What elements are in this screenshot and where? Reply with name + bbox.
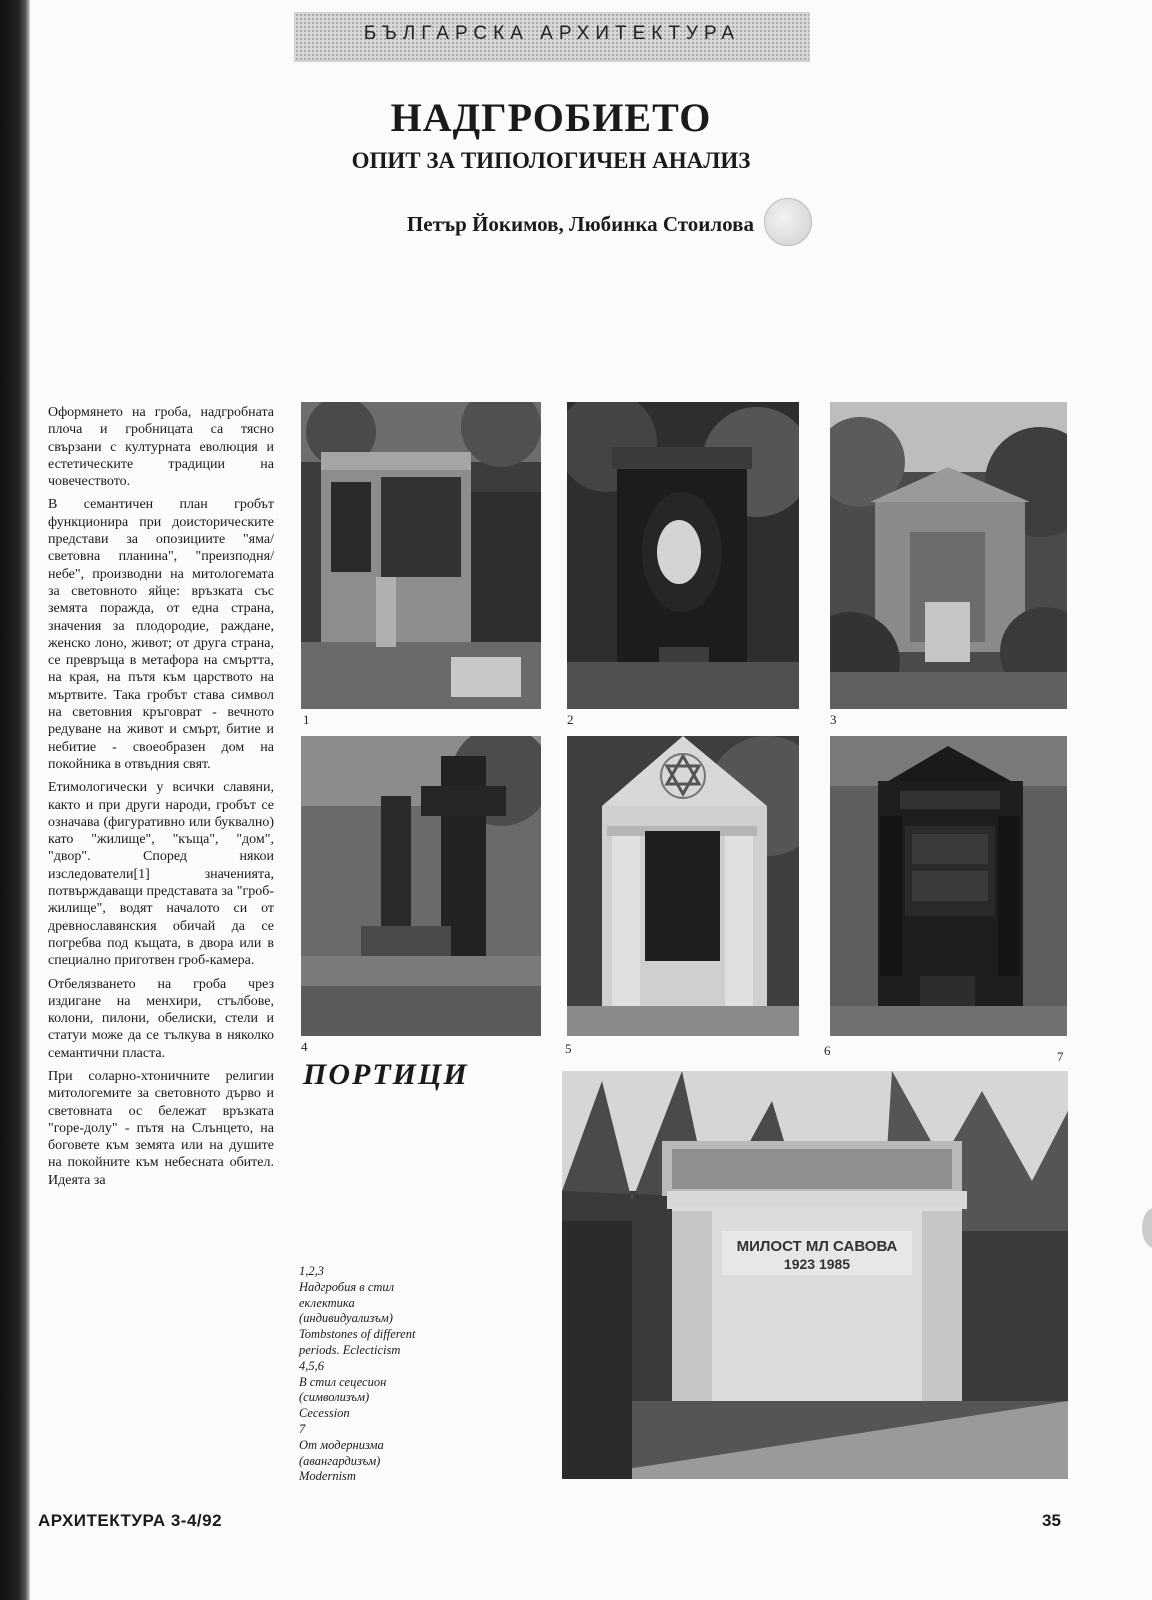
scan-stamp-mark: [764, 198, 812, 246]
caption-line: (авангардизъм): [299, 1453, 381, 1468]
photo-4-tombstone: [301, 736, 541, 1036]
caption-line: 4,5,6: [299, 1358, 324, 1373]
caption-line: Tombstones of different: [299, 1327, 416, 1342]
photo-3-tombstone: [830, 402, 1067, 709]
body-text-column: [48, 404, 274, 1195]
section-title: БЪЛГАРСКА АРХИТЕКТУРА: [363, 23, 741, 44]
scan-edge-mark: [1142, 1208, 1152, 1248]
binding-spine: [0, 0, 30, 1600]
caption-line: periods. Eclecticism: [299, 1342, 401, 1357]
caption-line: (символизъм): [299, 1390, 370, 1405]
plaque-years: 1923 1985: [783, 1256, 851, 1272]
body-paragraph: При соларно-хтоничните религии митологемите за световното дърво и световната ос бележат връзката "горе-долу" - пътя на Слънцето, на боговете към земята или на душите на покойните към небесната обител. Идеята за: [48, 1068, 274, 1188]
photo-2-tombstone: [567, 402, 799, 709]
section-heading: ПОРТИЦИ: [303, 1058, 469, 1091]
plaque-name: МИЛОСТ МЛ САВОВА: [736, 1238, 898, 1255]
figure-number: 1: [303, 712, 310, 727]
body-paragraph: В семантичен план гробът функционира при доисторическите представи за опозициите "яма/световна планина", "преизподня/небе", производни на митологемата за световното яйце: връзката със земята поражда, от една страна, значения за плодородие, раждане, женско лоно, живот; от друга страна, се превръща в метафора на смъртта, на края, на пътя към царството на мъртвите. Така гробът става символ на световния кръговрат - вечното редуване на живот и смърт, битие и небитие - своеобразен дом на покойника в отвъдния свят.: [48, 497, 274, 772]
caption-line: еклектика: [299, 1295, 355, 1310]
figure-number: 7: [1057, 1049, 1064, 1064]
section-banner: [294, 12, 810, 62]
page-number: 35: [1042, 1511, 1061, 1530]
figure-number: 4: [301, 1039, 308, 1054]
figure-number: 5: [565, 1041, 572, 1056]
figure-caption: [299, 1264, 469, 1485]
photo-7-tombstone: [562, 1071, 1068, 1479]
photo-1-tombstone: [301, 402, 541, 709]
body-paragraph: Отбелязването на гроба чрез издигане на менхири, стълбове, колони, пилони, обелиски, стели и статуи може да се тълкува в няколко семантични пласта.: [48, 976, 274, 1061]
photo-6-tombstone: [830, 736, 1067, 1036]
caption-line: Cecession: [299, 1406, 350, 1421]
figure-number: 2: [567, 712, 574, 727]
caption-line: Modernism: [299, 1469, 356, 1484]
caption-line: (индивидуализъм): [299, 1311, 393, 1326]
article-authors: Петър Йокимов, Любинка Стоилова: [406, 212, 754, 236]
journal-footer: АРХИТЕКТУРА 3-4/92: [38, 1511, 223, 1530]
body-paragraph: Етимологически у всички славяни, както и при други народи, гробът се означава (фигуративно или буквално) като "жилище", "къща", "дом", "двор". Според някои изследователи[1] значенията, потвърждаващи представата за "гроб-жилище", водят началото си от древнославянския обичай да се погребва под къщата, в двора или в специално приготвен гроб-камера.: [48, 780, 274, 969]
caption-line: 7: [299, 1421, 306, 1436]
figure-number: 6: [824, 1043, 831, 1058]
caption-line: От модернизма: [299, 1437, 384, 1452]
article-title: НАДГРОБИЕТО: [390, 95, 712, 140]
caption-line: 1,2,3: [299, 1264, 324, 1278]
caption-line: В стил сецесион: [299, 1374, 387, 1389]
body-paragraph: Оформянето на гроба, надгробната плоча и гробницата са тясно свързани с културната еволюция и естетическите традиции на човечеството.: [48, 405, 274, 490]
caption-line: Надгробия в стил: [299, 1279, 395, 1294]
figure-number: 3: [830, 712, 837, 727]
photo-5-tombstone: [567, 736, 799, 1036]
article-subtitle: ОПИТ ЗА ТИПОЛОГИЧЕН АНАЛИЗ: [351, 148, 751, 173]
